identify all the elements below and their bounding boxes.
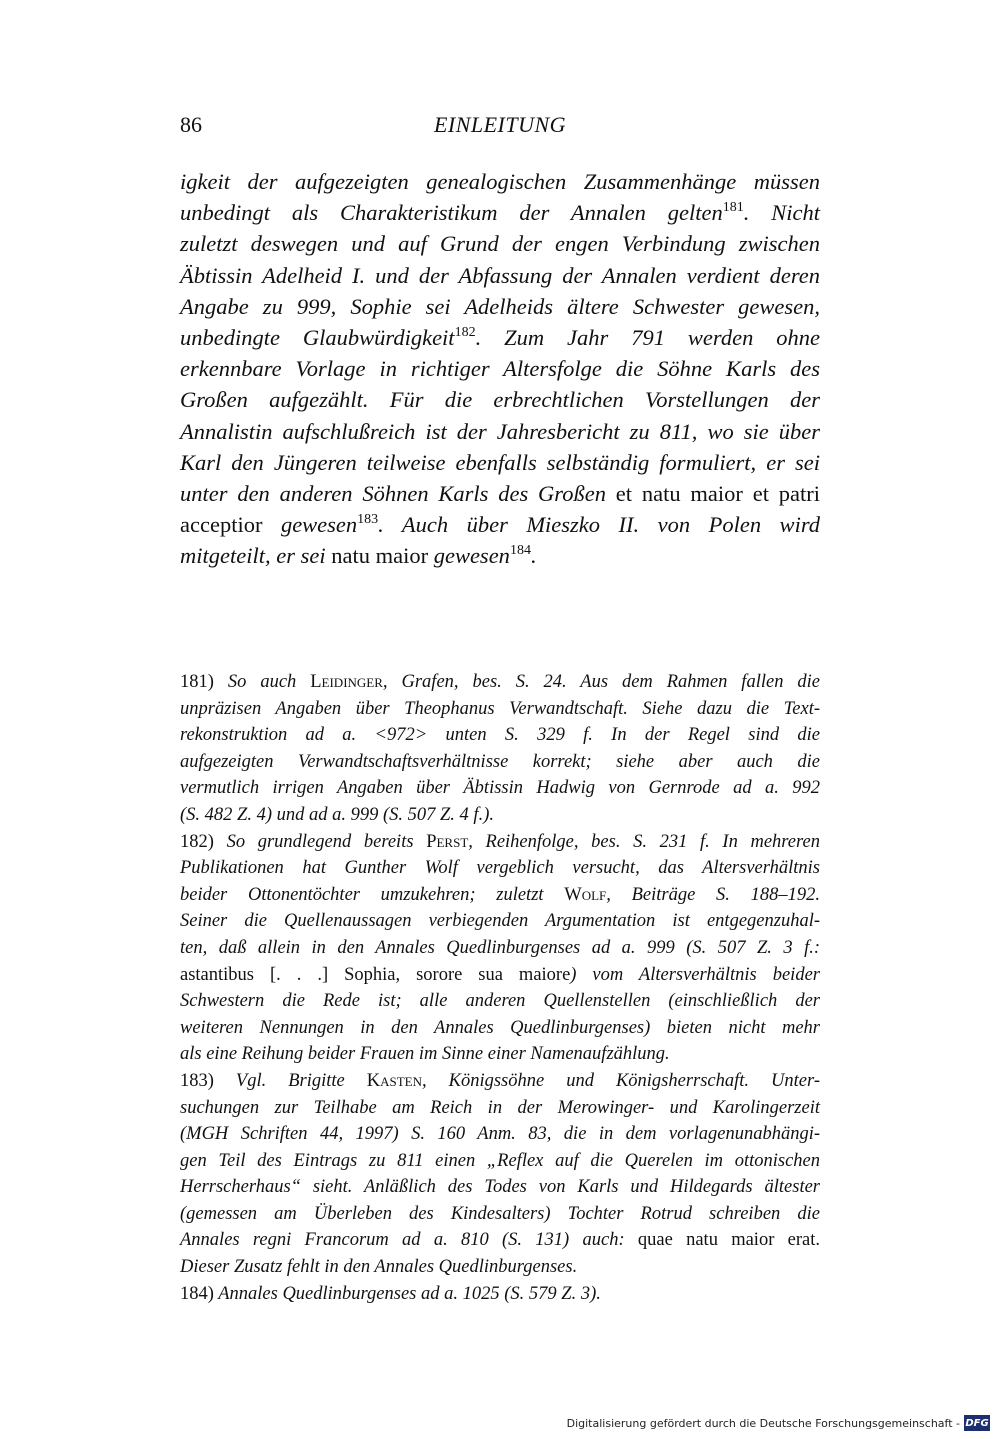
running-head: EINLEITUNG: [433, 112, 567, 137]
text-line: Großen aufgezählt. Für die erbrechtlichen Vorstellungen der: [180, 387, 820, 413]
text-line: Karl den Jüngeren teilweise ebenfalls selbständig formuliert, er sei: [180, 449, 820, 475]
footnote-number: 182): [180, 831, 214, 852]
footnote-line: Herrscherhaus“ sieht. Anläßlich des Todes von Karls und Hildegards ältester: [180, 1177, 820, 1198]
footnote-183: 183) Vgl. Brigitte Kasten, Königssöhne und Königsherrschaft. Unter-: [180, 1070, 820, 1091]
footnote-line: (gemessen am Überleben des Kindesalters) Tochter Rotrud schreiben die: [180, 1203, 820, 1224]
footnote-line: gen Teil des Eintrags zu 811 einen „Reflex auf die Querelen im ottonischen: [180, 1150, 820, 1171]
text-line: unter den anderen Söhnen Karls des Großen et natu maior et patri: [180, 481, 821, 507]
latin-quote: et natu maior et patri: [605, 481, 821, 507]
dfg-logo-icon: DFG: [964, 1415, 990, 1431]
latin-quote: acceptior: [180, 512, 263, 538]
footnote-ref[interactable]: 184: [509, 543, 531, 559]
footnote-182: 182) So grundlegend bereits Perst, Reihenfolge, bes. S. 231 f. In mehreren: [180, 831, 820, 852]
credit-text: Digitalisierung gefördert durch die Deutsche Forschungsgemeinschaft -: [566, 1416, 960, 1430]
latin-quote: natu maior: [325, 543, 434, 569]
text-line: erkennbare Vorlage in richtiger Altersfolge die Söhne Karls des: [180, 356, 820, 382]
text-line: Annalistin aufschlußreich ist der Jahresbericht zu 811, wo sie über: [180, 418, 820, 444]
footnote-line: suchungen zur Teilhabe am Reich in der Merowinger- und Karolingerzeit: [180, 1097, 820, 1118]
footnote-line: vermutlich irrigen Angaben über Äbtissin Hadwig von Gernrode ad a. 992: [180, 778, 820, 799]
footnote-line: unpräzisen Angaben über Theophanus Verwandtschaft. Siehe dazu die Text-: [180, 698, 820, 719]
footnote-line: ten, daß allein in den Annales Quedlinburgenses ad a. 999 (S. 507 Z. 3 f.:: [180, 937, 820, 958]
footnote-line: astantibus [. . .] Sophia, sorore sua maiore) vom Altersverhältnis beider: [180, 964, 820, 985]
footnote-line: Annales regni Francorum ad a. 810 (S. 131) auch: quae natu maior erat.: [180, 1230, 820, 1251]
footnote-ref[interactable]: 181: [722, 200, 744, 216]
text-line: unbedingte Glaubwürdigkeit$^{182}$. Zum Jahr 791 werden ohne: [180, 325, 820, 351]
footnote-line: Seiner die Quellenaussagen verbiegenden Argumentation ist entgegenzuhal-: [180, 911, 820, 932]
footnote-line: Schwestern die Rede ist; alle anderen Quellenstellen (einschließlich der: [180, 991, 820, 1012]
footnote-number: 184): [180, 1283, 214, 1304]
main-text: [180, 166, 820, 572]
digitization-credit: [567, 1413, 990, 1433]
text-line: Äbtissin Adelheid I. und der Abfassung der Annalen verdient deren: [180, 262, 820, 288]
latin-quote: quae natu maior erat.: [637, 1230, 820, 1251]
footnote-184: 184) Annales Quedlinburgenses ad a. 1025 (S. 579 Z. 3).: [180, 1283, 601, 1304]
footnote-181: 181) So auch Leidinger, Grafen, bes. S. 24. Aus dem Rahmen fallen die: [180, 672, 820, 692]
footnote-line: beider Ottonentöchter umzukehren; zuletzt Wolf, Beiträge S. 188–192.: [180, 884, 821, 905]
text-line: mitgeteilt, er sei natu maior gewesen$^{184}$.: [180, 543, 537, 569]
footnotes: [180, 669, 820, 1307]
text-line: unbedingt als Charakteristikum der Annalen gelten$^{181}$. Nicht: [180, 200, 820, 226]
footnote-line: (MGH Schriften 44, 1997) S. 160 Anm. 83, die in dem vorlagenunabhängi-: [180, 1124, 820, 1145]
footnote-number: 183): [180, 1070, 214, 1091]
footnote-line: rekonstruktion ad a. <972> unten S. 329 f. In der Regel sind die: [180, 725, 820, 746]
footnote-line: weiteren Nennungen in den Annales Quedlinburgenses) bieten nicht mehr: [180, 1017, 820, 1038]
footnote-line: Publikationen hat Gunther Wolf vergeblich versucht, das Altersverhältnis: [180, 858, 820, 879]
text-line: igkeit der aufgezeigten genealogischen Zusammenhänge müssen: [180, 169, 820, 194]
page-header: [180, 112, 820, 144]
footnote-line: als eine Reihung beider Frauen im Sinne einer Namenaufzählung.: [180, 1044, 670, 1065]
footnote-line: Dieser Zusatz fehlt in den Annales Quedlinburgenses.: [180, 1257, 578, 1278]
text-line: zuletzt deswegen und auf Grund der engen Verbindung zwischen: [180, 231, 820, 257]
footnote-line: (S. 482 Z. 4) und ad a. 999 (S. 507 Z. 4 f.).: [180, 804, 494, 825]
footnote-number: 181): [180, 672, 214, 692]
page-number: 86: [180, 112, 202, 137]
footnote-ref[interactable]: 183: [357, 512, 379, 528]
footnote-line: aufgezeigten Verwandtschaftsverhältnisse korrekt; siehe aber auch die: [180, 751, 820, 772]
text-line: acceptior gewesen$^{183}$. Auch über Mieszko II. von Polen wird: [180, 512, 820, 538]
text-line: Angabe zu 999, Sophie sei Adelheids ältere Schwester gewesen,: [180, 293, 820, 319]
latin-quote: astantibus [. . .] Sophia, sorore sua maiore: [180, 964, 571, 985]
footnote-ref[interactable]: 182: [454, 325, 476, 341]
